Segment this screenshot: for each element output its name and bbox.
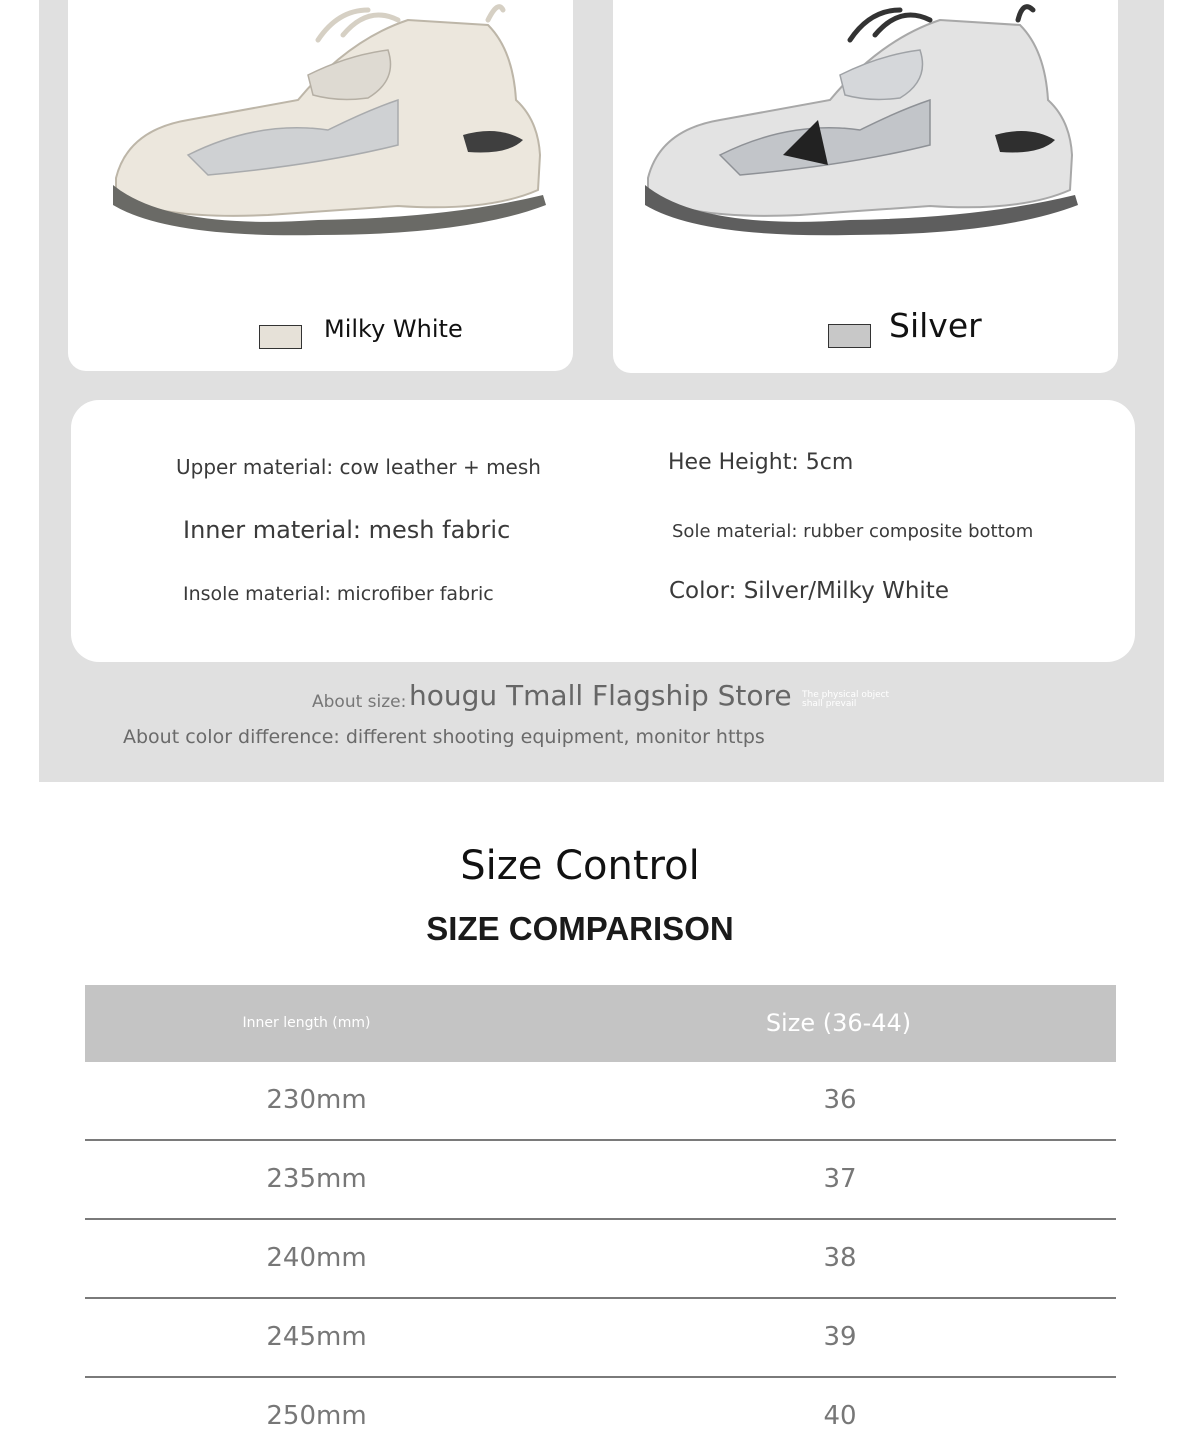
product-card-milky-white[interactable] <box>68 0 573 371</box>
header-inner-length: Inner length (mm) <box>242 1015 371 1031</box>
store-name: hougu Tmall Flagship Store <box>409 679 792 712</box>
table-row <box>85 1220 1116 1299</box>
size-table <box>85 985 1116 1455</box>
cell-inner-length: 245mm <box>266 1322 367 1352</box>
spec-heel-height: Hee Height: 5cm <box>668 450 854 475</box>
spec-insole-material: Insole material: microfiber fabric <box>183 583 494 605</box>
cell-size: 40 <box>823 1401 857 1431</box>
about-size-label: About size: <box>312 692 407 712</box>
table-row <box>85 1141 1116 1220</box>
cell-inner-length: 250mm <box>266 1401 367 1431</box>
spec-sole-material: Sole material: rubber composite bottom <box>672 521 1034 542</box>
spec-upper-material: Upper material: cow leather + mesh <box>176 455 541 479</box>
size-control-title: Size Control <box>460 843 700 889</box>
cell-inner-length: 235mm <box>266 1164 367 1194</box>
cell-size: 38 <box>823 1243 857 1273</box>
swatch-silver <box>828 324 871 348</box>
spec-card <box>71 400 1135 662</box>
color-label-milky-white: Milky White <box>324 315 463 343</box>
color-difference-note: About color difference: different shooting equipment, monitor https <box>123 726 765 748</box>
spec-color: Color: Silver/Milky White <box>669 578 949 604</box>
product-card-silver[interactable] <box>613 0 1118 373</box>
table-row <box>85 1299 1116 1378</box>
sneaker-silver-image <box>613 0 1118 280</box>
color-label-silver: Silver <box>889 306 982 345</box>
table-row <box>85 1062 1116 1141</box>
swatch-milky-white <box>259 325 302 349</box>
size-table-header <box>85 985 1116 1062</box>
physical-object-note: The physical object shall prevail <box>802 690 890 709</box>
table-row <box>85 1378 1116 1455</box>
cell-size: 39 <box>823 1322 857 1352</box>
cell-size: 37 <box>823 1164 857 1194</box>
cell-inner-length: 230mm <box>266 1085 367 1115</box>
size-comparison-subtitle: SIZE COMPARISON <box>426 910 734 947</box>
cell-size: 36 <box>823 1085 857 1115</box>
sneaker-milky-white-image <box>68 0 573 280</box>
spec-inner-material: Inner material: mesh fabric <box>183 516 511 544</box>
cell-inner-length: 240mm <box>266 1243 367 1273</box>
header-size: Size (36-44) <box>765 1009 912 1037</box>
